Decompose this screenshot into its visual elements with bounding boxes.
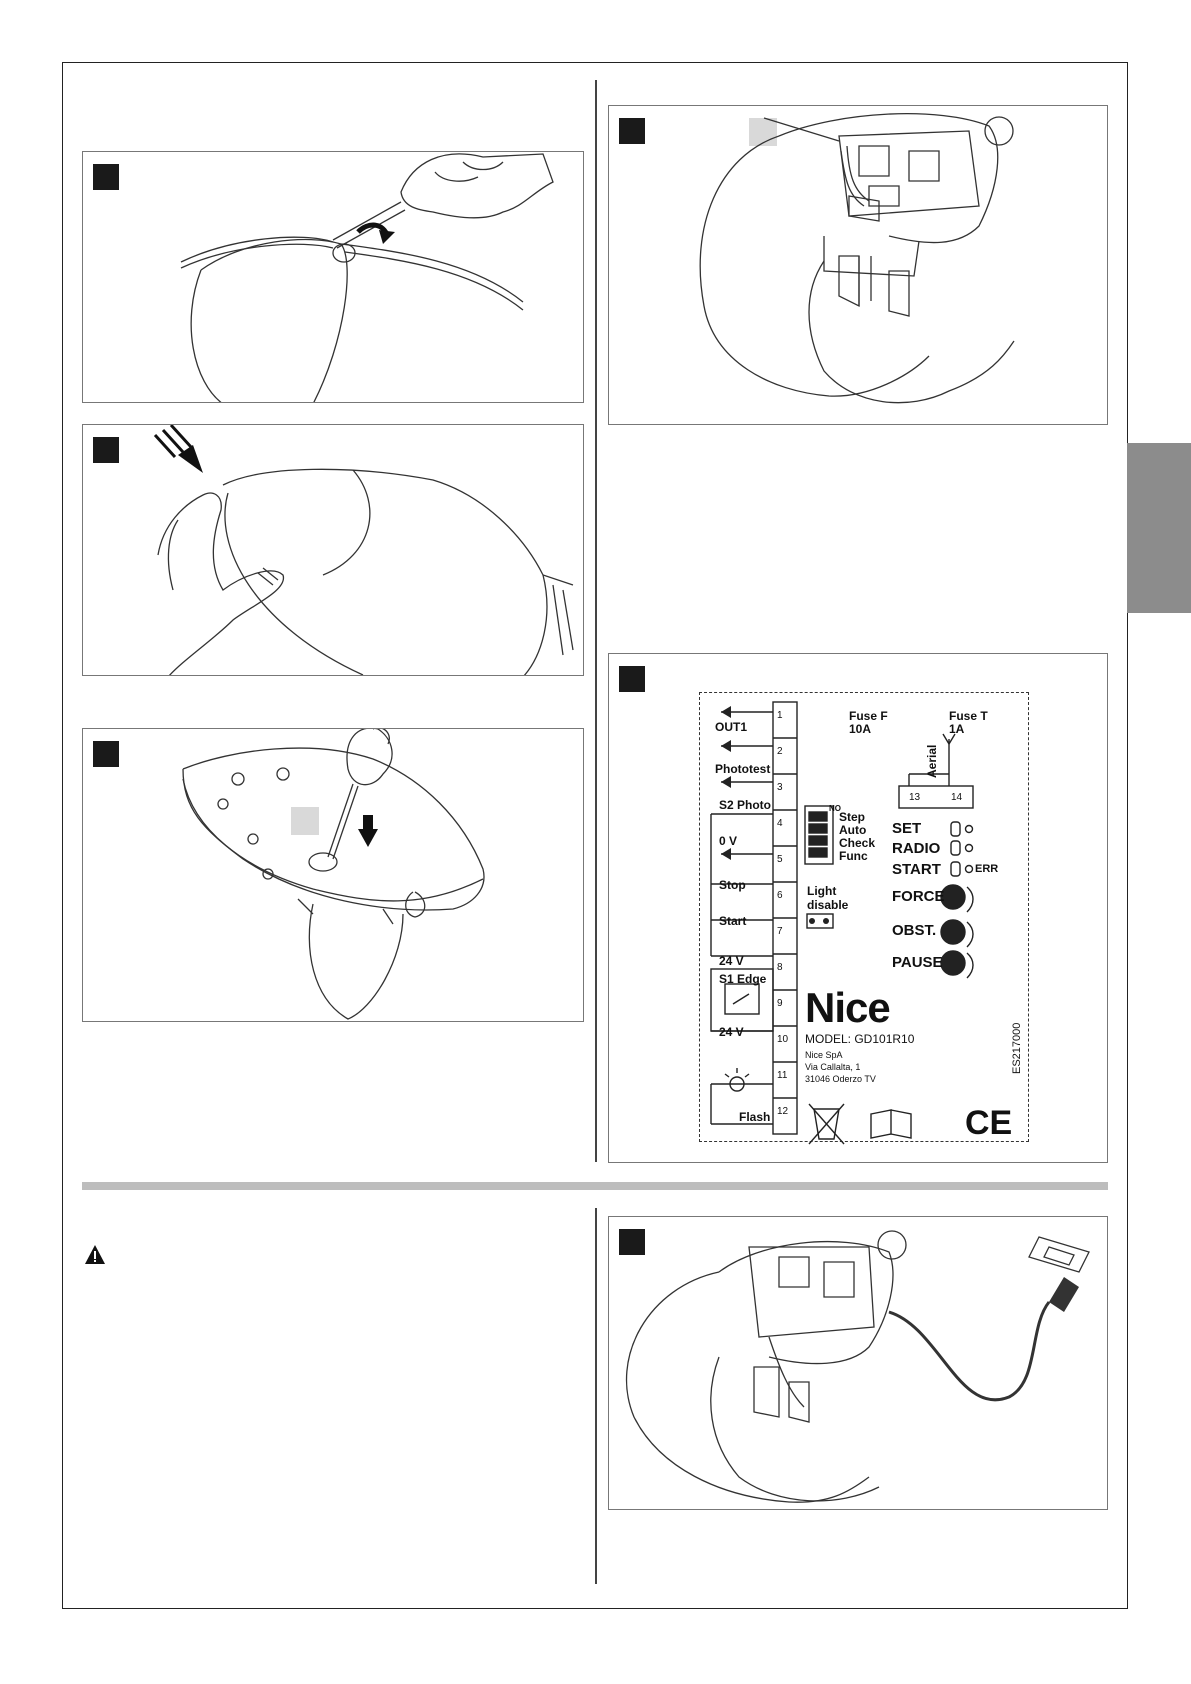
dip-label: Auto	[839, 823, 867, 837]
dip-label: Check	[839, 836, 876, 850]
label-pause: PAUSE	[892, 954, 943, 971]
terminal-number: 3	[777, 782, 783, 793]
label-set: SET	[892, 820, 922, 837]
label-24v-b: 24 V	[719, 1025, 744, 1039]
label-out1: OUT1	[715, 720, 748, 734]
terminal-number: 2	[777, 746, 783, 757]
figure-panel-3	[82, 728, 584, 1022]
label-dip-no: NO	[829, 804, 841, 813]
dip-label: Step	[839, 810, 866, 824]
label-obst: OBST.	[892, 922, 937, 939]
figure-panel-1	[82, 151, 584, 403]
figure-panel-4	[608, 105, 1108, 425]
label-0v: 0 V	[719, 834, 738, 848]
figure-panel-5	[608, 653, 1108, 1163]
label-start: Start	[719, 914, 747, 928]
power-plug-icon	[609, 1217, 1108, 1510]
label-fuse-t: Fuse T	[949, 709, 988, 723]
product-code: ES217000	[1011, 1022, 1023, 1074]
label-s2-photo: S2 Photo	[719, 798, 772, 812]
terminal-13: 13	[909, 792, 921, 803]
brand-logo: Nice	[805, 984, 890, 1031]
terminal-number: 9	[777, 998, 783, 1009]
label-start-button: START	[892, 861, 941, 878]
terminal-number: 12	[777, 1106, 789, 1117]
figure-panel-6	[608, 1216, 1108, 1510]
terminal-number: 7	[777, 926, 783, 937]
ce-mark: CE	[965, 1104, 1013, 1142]
screwdriver-icon	[83, 729, 584, 1022]
label-fuse-f-value: 10A	[849, 722, 872, 736]
label-stop: Stop	[719, 878, 746, 892]
label-phototest: Phototest	[715, 762, 771, 776]
figure-panel-2	[82, 424, 584, 676]
section-divider	[82, 1182, 1108, 1190]
press-arrow-icon	[83, 425, 584, 676]
terminal-number: 1	[777, 710, 783, 721]
company-street: Via Callalta, 1	[805, 1062, 861, 1072]
screwdriver-icon	[83, 152, 584, 403]
label-fuse-t-value: 1A	[949, 722, 965, 736]
model-number: MODEL: GD101R10	[805, 1032, 915, 1046]
label-radio: RADIO	[892, 840, 941, 857]
terminal-number: 4	[777, 818, 783, 829]
terminal-number: 5	[777, 854, 783, 865]
terminal-14: 14	[951, 792, 963, 803]
label-fuse-f: Fuse F	[849, 709, 888, 723]
label-24v-a: 24 V	[719, 954, 744, 968]
terminal-number: 10	[777, 1034, 789, 1045]
label-light: Light	[807, 884, 837, 898]
label-force: FORCE	[892, 888, 945, 905]
label-err: ERR	[975, 863, 999, 875]
terminal-number: 8	[777, 962, 783, 973]
control-board-icon	[609, 106, 1108, 425]
label-disable: disable	[807, 898, 849, 912]
company-city: 31046 Oderzo TV	[805, 1074, 876, 1084]
column-divider-bottom	[595, 1208, 597, 1584]
side-tab	[1127, 443, 1191, 613]
column-divider-top	[595, 80, 597, 1162]
company-name: Nice SpA	[805, 1050, 843, 1060]
label-aerial: Aerial	[925, 744, 939, 778]
label-s1-edge: S1 Edge	[719, 972, 767, 986]
dip-label: Func	[839, 849, 868, 863]
warning-icon	[84, 1244, 106, 1266]
label-flash: Flash	[739, 1110, 771, 1124]
terminal-number: 6	[777, 890, 783, 901]
terminal-number: 11	[777, 1070, 788, 1081]
